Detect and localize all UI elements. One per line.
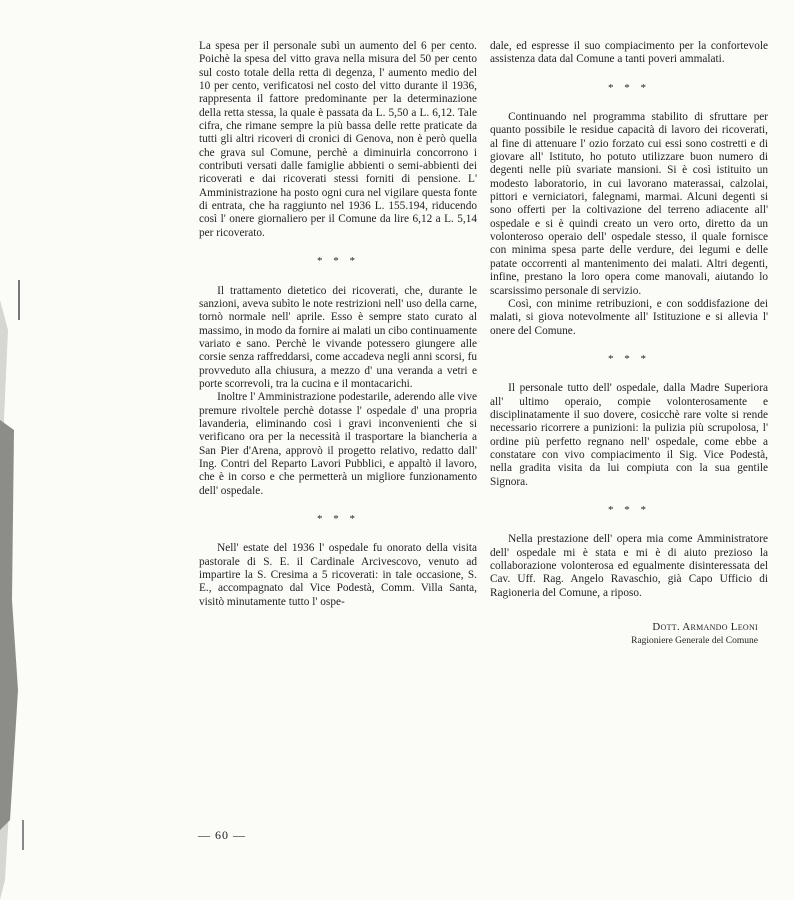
section-separator: * * * bbox=[317, 255, 359, 268]
signature-name: Dott. Armando Leoni bbox=[652, 621, 758, 634]
section-separator: * * * bbox=[317, 513, 359, 525]
right-paragraph-5: Nella prestazione dell' opera mia come Amministratore dell' ospedale mi è stata e mi è di aiuto prezioso la collaborazione volonterosa ed egualmente disinteressata del Cav. Uff. Rag. Angelo Ravaschio, già Capo Ufficio di Ragioneria del Comune, a riposo. bbox=[490, 533, 768, 599]
right-paragraph-3: Così, con minime retribuzioni, e con soddisfazione dei malati, si giova notevolmente all' Istituzione e si allevia l' onere del Comune. bbox=[490, 297, 768, 337]
left-paragraph-1: La spesa per il personale subì un aumento del 6 per cento. Poichè la spesa del vitto grava nella misura del 50 per cento sul costo totale della retta di degenza, l' aumento medio del 10 per cento, verificatosi nel costo del vitto durante il 1936, rappresenta il fattore predominante per la determinazione della retta stessa, la quale è passata da L. 5,50 a L. 6,12. Tale cifra, che rimane sempre la più bassa delle rette praticate da tutti gli altri ricoveri di cronici di Genova, non è però quella che grava sul Comune, perchè a diminuirla concorrono i contributi versati dalle famiglie abbienti o semi-abbienti dei ricoverati e dai ricoverati stessi forniti di pensione. L' Amministrazione ha posto ogni cura nel vigilare questa fonte di entrata, che ha raggiunto nel 1936 L. 155.194, riducendo così l' onere giornaliero per il Comune da lire 6,12 a L. 5,14 per ricoverato. bbox=[199, 40, 477, 239]
left-paragraph-4: Nell' estate del 1936 l' ospedale fu onorato della visita pastorale di S. E. il Cardinale Arcivescovo, venuto ad impartire la S. Cresima a 5 ricoverati: in tale occasione, S. E., accompagnato dal Vice Podestà, Comm. Villa Santa, visitò minutamente tutto l' ospe- bbox=[199, 542, 477, 608]
section-separator: * * * bbox=[608, 503, 650, 516]
section-separator: * * * bbox=[608, 352, 650, 365]
right-column bbox=[490, 40, 768, 648]
signature-role: Ragioniere Generale del Comune bbox=[631, 636, 758, 647]
section-separator: * * * bbox=[608, 81, 650, 94]
left-paragraph-3: Inoltre l' Amministrazione podestarile, aderendo alle vive premure rivoltele perchè dotasse l' ospedale d' una propria lavanderia, eliminando così i gravi inconvenienti che si verificano ora per la necessità il trasportare la biancheria a San Pier d'Arena, approvò il progetto relativo, redatto dall' Ing. Contri del Reparto Lavori Pubblici, e appaltò il lavoro, che è in corso e che permetterà un migliore funzionamento dell' ospedale. bbox=[199, 391, 477, 497]
right-paragraph-2: Continuando nel programma stabilito di sfruttare per quanto possibile le residue capacità di lavoro dei ricoverati, al fine di attenuare l' ozio forzato cui essi sono costretti e di giovare all' Istituto, ho potuto utilizzare buon numero di degenti nelle più svariate mansioni. Si è così istituito un modesto laboratorio, in cui lavorano materassai, calzolai, pittori e verniciatori, falegnami, marmai. Alcuni degenti si sono offerti per la coltivazione del terreno adiacente all' ospedale e si è quindi creato un vero orto, diretto da un volonteroso operaio dell' ospedale stesso, il quale fornisce con minima spesa parte delle verdure, dei legumi e delle patate occorrenti al mantenimento dei malati. Altri degenti, infine, prestano la loro opera come manovali, aiutando lo scarsissimo personale di servizio. bbox=[490, 111, 768, 297]
right-paragraph-4: Il personale tutto dell' ospedale, dalla Madre Superiora all' ultimo operaio, compie volonterosamente e disciplinatamente il suo dovere, cosicchè rare volte si rende necessario ricorrere a punizioni: la pulizia più scrupolosa, l' ordine più perfetto regnano nell' ospedale, come ebbe a constatare con vivo compiacimento il Sig. Vice Podestà, nella gradita visita da lui compiuta con la sua gentile Signora. bbox=[490, 382, 768, 488]
page-number: — 60 — bbox=[198, 828, 246, 842]
left-paragraph-2: Il trattamento dietetico dei ricoverati, che, durante le sanzioni, aveva subìto le note restrizioni nell' uso della carne, tornò normale nell' aprile. Esso è sempre stato curato al massimo, in modo da fornire ai malati un cibo continuamente variato e sano. Perchè le vivande potessero giungere alle corsie senza raffreddarsi, come accadeva negli anni scorsi, fu provveduto alla chiusura, a mezzo d' una veranda a vetri e porte scorrevoli, tra la cucina e il montacarichi. bbox=[199, 284, 477, 390]
signature-block bbox=[490, 620, 768, 648]
right-paragraph-1: dale, ed espresse il suo compiacimento per la confortevole assistenza data dal Comune a tanti poveri ammalati. bbox=[490, 40, 768, 66]
scanned-binding-edge bbox=[0, 0, 50, 900]
left-column bbox=[199, 40, 477, 609]
